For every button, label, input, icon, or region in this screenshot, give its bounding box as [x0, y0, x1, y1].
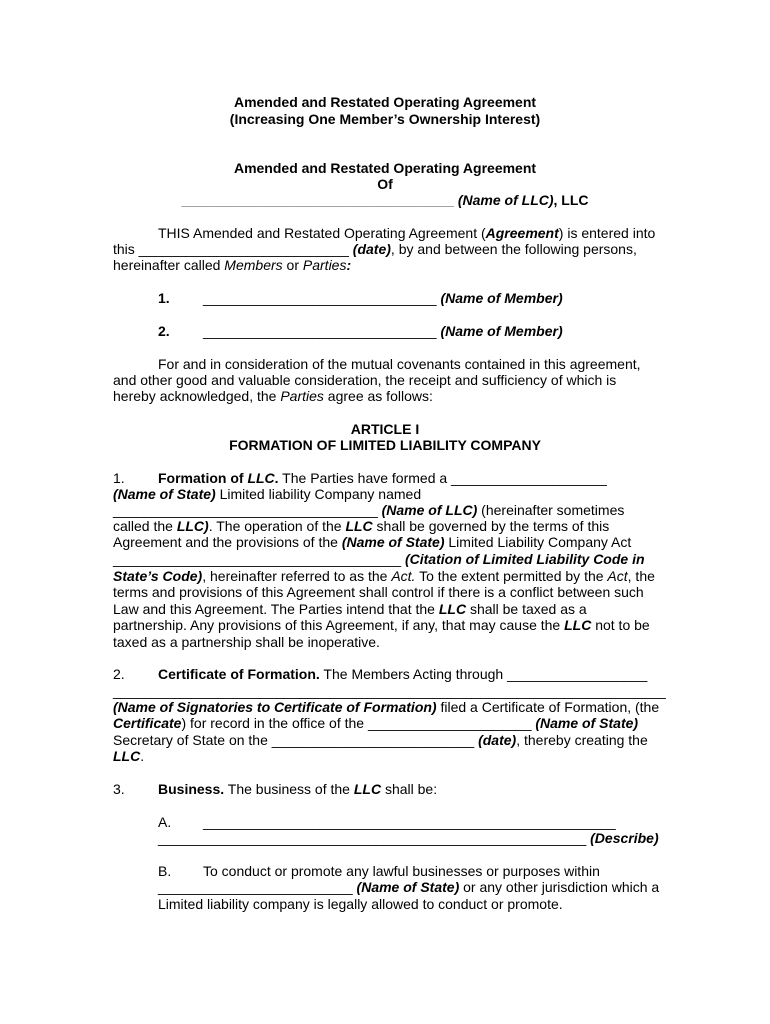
citation-label: State’s Code): [113, 568, 203, 584]
describe-blank: _______________________________________________________: [158, 830, 591, 846]
llc-name-blank: ___________________________________: [181, 192, 454, 208]
members-term: Members: [224, 257, 283, 273]
intro-text: this ___________________________: [113, 241, 353, 257]
intro-text: or: [282, 257, 303, 273]
llc-term: LLC: [564, 617, 592, 633]
llc-term: LLC: [113, 748, 141, 764]
agreement-heading-of: Of: [377, 176, 393, 192]
act-term: Act: [607, 568, 628, 584]
intro-text: ) is entered into: [558, 225, 656, 241]
section-1-text: . The operation of the: [208, 518, 346, 534]
state-label: (Name of State): [113, 486, 216, 502]
state-blank: _________________________: [158, 879, 357, 895]
intro-colon: :: [346, 257, 352, 273]
section-2-text: .: [140, 748, 145, 764]
section-2-line-5: [113, 732, 648, 748]
section-2-line-1: [158, 666, 647, 682]
section-1-title: Formation of: [158, 470, 248, 486]
section-2-title: Certificate of Formation.: [158, 666, 320, 682]
llc-name-label: (Name of LLC): [453, 192, 554, 208]
consideration-line-3: [113, 388, 433, 404]
section-1-line-10: [113, 617, 650, 633]
document-title: Amended and Restated Operating Agreement: [233, 94, 537, 110]
section-1-line-1: [158, 470, 607, 486]
item-a-line-1: _____________________________________________________: [203, 814, 616, 830]
member-1-number: 1.: [158, 290, 170, 306]
llc-name-blank: __________________________________: [113, 502, 382, 518]
section-1-text: Limited liability Company named: [215, 486, 422, 502]
state-label: (Name of State): [356, 879, 460, 895]
section-1-text: Limited Liability Company Act: [444, 534, 632, 550]
llc-term: LLC: [247, 470, 275, 486]
section-2-line-4: [113, 715, 638, 731]
section-1-text: (hereinafter sometimes: [477, 502, 625, 518]
parties-term: Parties: [280, 388, 324, 404]
section-1-text: Agreement and the provisions of the: [113, 534, 342, 550]
member-2-label: (Name of Member): [440, 323, 563, 339]
section-1-line-4: [113, 518, 609, 534]
item-b-line-1: To conduct or promote any lawful businesses or purposes within: [203, 863, 600, 879]
section-2-text: , thereby creating the: [516, 732, 648, 748]
item-b-line-2: [158, 879, 659, 895]
item-a-line-2: [158, 830, 659, 846]
item-b-line-3: Limited liability company is legally allowed to conduct or promote.: [158, 896, 563, 912]
parties-term: Parties: [302, 257, 347, 273]
intro-text: , by and between the following persons,: [390, 241, 637, 257]
member-1-label: (Name of Member): [440, 290, 563, 306]
llc-name-label: (Name of LLC): [381, 502, 478, 518]
item-a-label: A.: [158, 814, 172, 830]
section-1-line-6: [113, 551, 645, 567]
llc-term: LLC: [345, 518, 373, 534]
date-label: (date): [352, 241, 391, 257]
article-subheading: FORMATION OF LIMITED LIABILITY COMPANY: [229, 437, 541, 453]
section-1-text: , hereinafter referred to as the: [202, 568, 392, 584]
section-2-text: Secretary of State on the __________________________: [113, 732, 479, 748]
section-1-text: shall be taxed as a: [466, 601, 587, 617]
section-1-title-period: .: [274, 470, 279, 486]
llc-suffix: , LLC: [553, 192, 589, 208]
item-b-label: B.: [158, 863, 172, 879]
section-2-text: filed a Certificate of Formation, (the: [436, 699, 660, 715]
document-subtitle: (Increasing One Member’s Ownership Interest): [229, 111, 541, 127]
section-2-text: ) for record in the office of the _____________________: [181, 715, 536, 731]
agreement-heading: Amended and Restated Operating Agreement: [233, 160, 537, 176]
section-3-text: The business of the: [224, 781, 354, 797]
intro-text: THIS Amended and Restated Operating Agreement (: [158, 225, 486, 241]
section-1-text: Law and this Agreement. The Parties intend that the: [113, 601, 439, 617]
section-1-text: , the: [627, 568, 655, 584]
state-label: (Name of State): [341, 534, 445, 550]
intro-line-1: [158, 225, 655, 241]
intro-line-2: [113, 241, 637, 257]
member-2-number: 2.: [158, 323, 170, 339]
llc-term: LLC: [438, 601, 467, 617]
date-label: (date): [478, 732, 517, 748]
article-heading: ARTICLE I: [350, 421, 420, 437]
member-2-blank: ______________________________: [203, 323, 437, 339]
agreement-term: Agreement: [485, 225, 559, 241]
llc-name-line: [0, 192, 770, 208]
section-3-text: shall be:: [381, 781, 438, 797]
section-1-text: The Parties have formed a ____________________: [278, 470, 607, 486]
intro-text: hereinafter called: [113, 257, 225, 273]
consideration-text: agree as follows:: [323, 388, 433, 404]
section-1-line-8: terms and provisions of this Agreement shall control if there is a conflict between such: [113, 584, 644, 600]
certificate-term: Certificate: [113, 715, 182, 731]
section-1-line-3: [113, 502, 624, 518]
section-1-number: 1.: [113, 470, 125, 486]
section-2-line-6: [113, 748, 144, 764]
section-1-line-7: [113, 568, 655, 584]
member-1-line: [203, 290, 563, 306]
section-2-text: The Members Acting through __________________: [319, 666, 648, 682]
section-1-line-11: taxed as a partnership shall be inoperative.: [113, 634, 380, 650]
section-1-text: shall be governed by the terms of this: [372, 518, 610, 534]
section-2-number: 2.: [113, 666, 125, 682]
section-1-text: To the extent permitted by the: [415, 568, 608, 584]
llc-term: LLC: [353, 781, 382, 797]
section-1-text: called the: [113, 518, 177, 534]
section-3-line-1: [158, 781, 437, 797]
section-1-line-2: [113, 486, 421, 502]
section-2-line-3: [113, 699, 659, 715]
section-1-line-5: [113, 534, 631, 550]
member-2-line: [203, 323, 563, 339]
member-1-blank: ______________________________: [203, 290, 437, 306]
section-1-text: not to be: [591, 617, 650, 633]
citation-label: (Citation of Limited Liability Code in: [404, 551, 645, 567]
describe-label: (Describe): [590, 830, 659, 846]
intro-line-3: [113, 257, 351, 273]
state-label: (Name of State): [535, 715, 639, 731]
consideration-line-2: and other good and valuable consideration, the receipt and sufficiency of which is: [113, 372, 617, 388]
section-1-line-9: [113, 601, 587, 617]
consideration-line-1: For and in consideration of the mutual covenants contained in this agreement,: [158, 356, 641, 372]
act-term: Act.: [391, 568, 416, 584]
signatories-label: (Name of Signatories to Certificate of Formation): [113, 699, 437, 715]
item-b-text: or any other jurisdiction which a: [459, 879, 660, 895]
llc-term: LLC): [176, 518, 209, 534]
citation-blank: _____________________________________: [113, 551, 405, 567]
section-3-number: 3.: [113, 781, 125, 797]
section-3-title: Business.: [158, 781, 225, 797]
section-2-line-2: _______________________________________________________________________: [113, 683, 666, 699]
section-1-text: partnership. Any provisions of this Agreement, if any, that may cause the: [113, 617, 565, 633]
consideration-text: hereby acknowledged, the: [113, 388, 281, 404]
